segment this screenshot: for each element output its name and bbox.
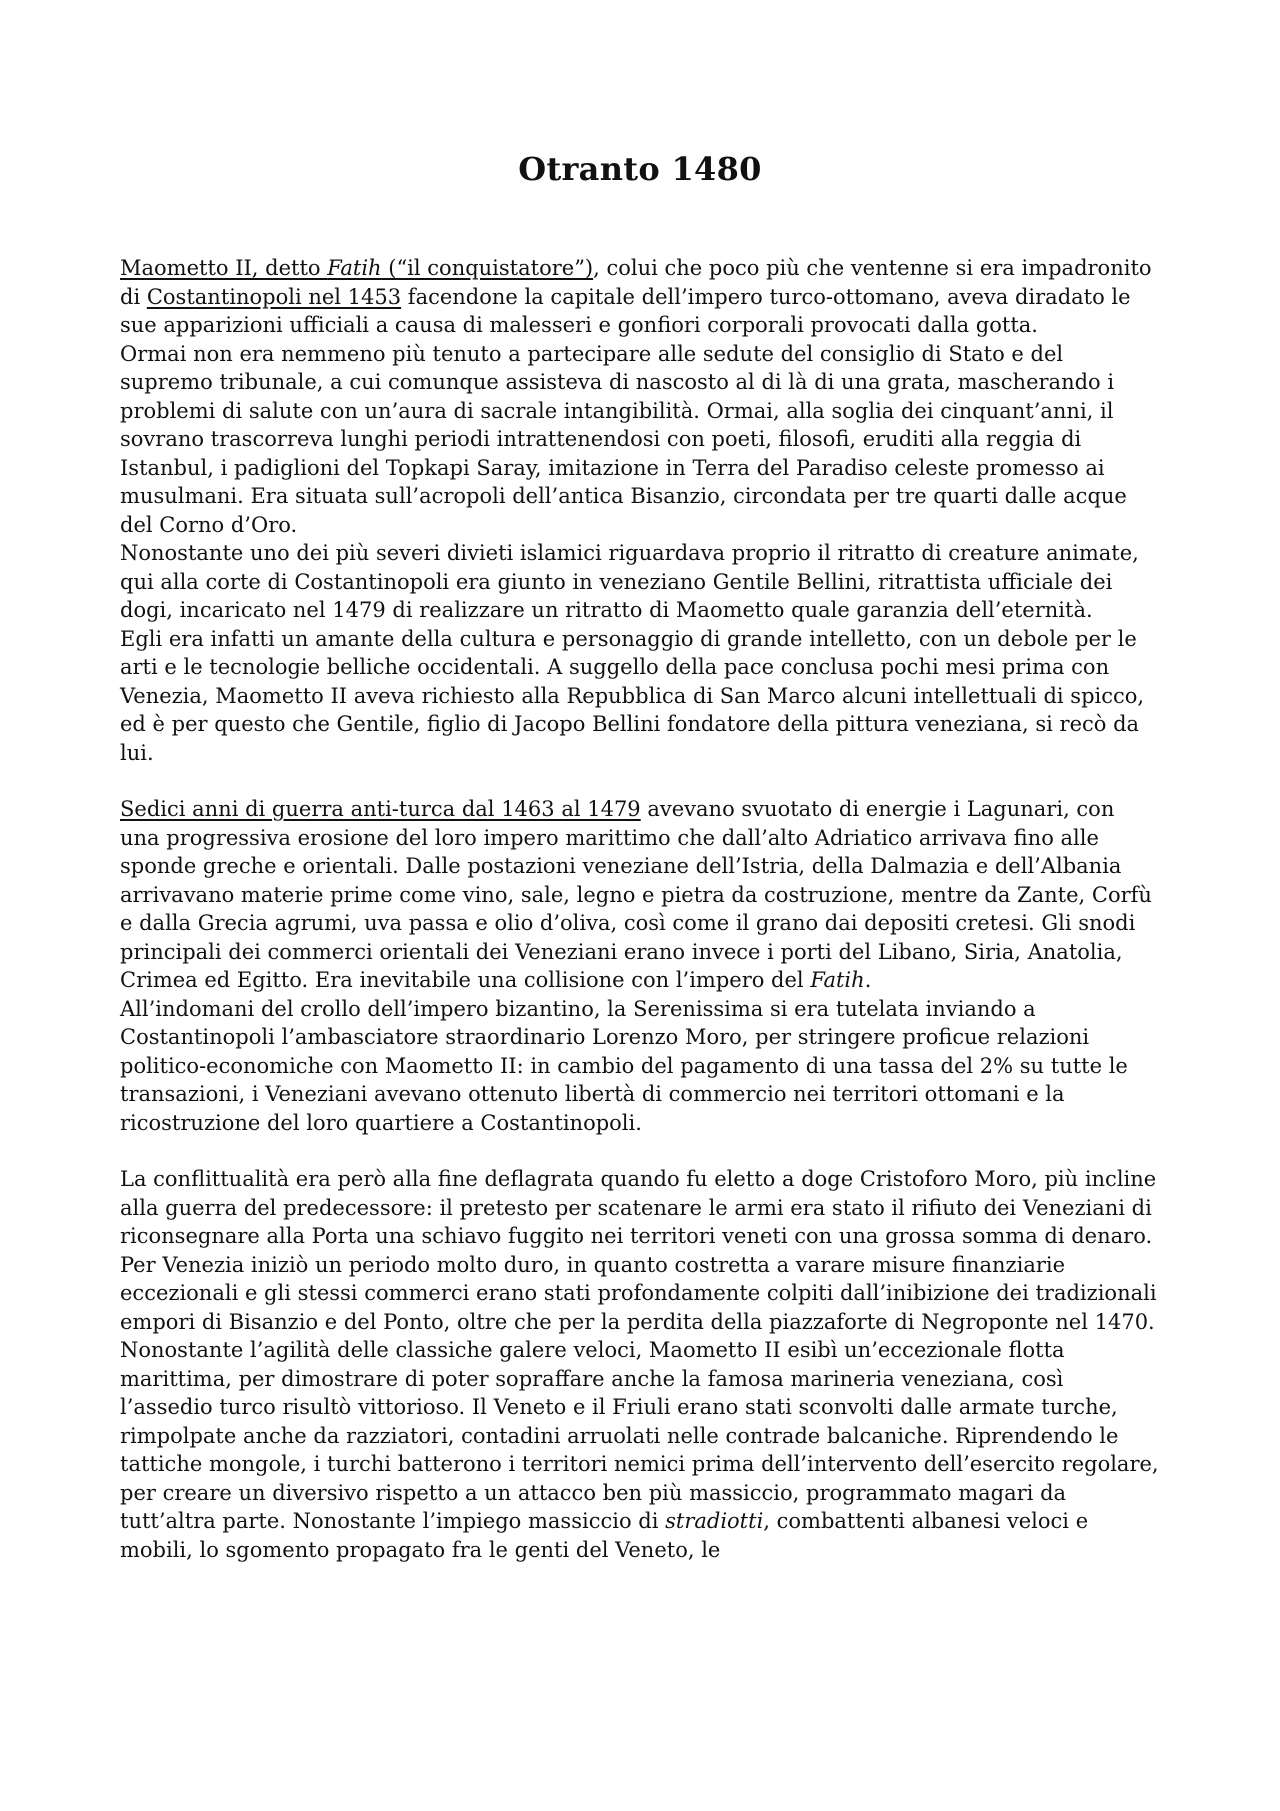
paragraph-3: Nonostante uno dei più severi divieti islamici riguardava proprio il ritratto di creature animate, qui alla corte di Costantinopoli era giunto in veneziano Gentile Bellini, ritrattista ufficiale dei dogi, incaricato nel 1479 di realizzare un ritratto di Maometto quale garanzia dell’eternità.: [120, 541, 1139, 622]
underlined-phrase: Sedici anni di guerra anti-turca dal 1463 al 1479: [120, 797, 641, 821]
paragraph-8: Nonostante l’agilità delle classiche galere veloci, Maometto II esibì un’eccezionale flotta marittima, per dimostrare di poter sopraffare anche la famosa marineria veneziana, così l’assedio turco risultò vittorioso. Il Veneto e il Friuli erano stati sconvolti dalle armate turche, rimpolpate anche da razziatori, contadini arruolati nelle contrade balcaniche. Riprendendo le tattiche mongole, i turchi batterono i territori nemici prima dell’intervento dell’esercito regolare, per creare un diversivo rispetto a un attacco ben più massiccio, programmato magari da tutt’altra parte. Nonostante l’impiego massiccio di stradiotti, combattenti albanesi veloci e mobili, lo sgomento propagato fra le genti del Veneto, le: [120, 1338, 1159, 1562]
italic-term: Fatih: [327, 256, 382, 280]
paragraph-7: La conflittualità era però alla fine deflagrata quando fu eletto a doge Cristoforo Moro, più incline alla guerra del predecessore: il pretesto per scatenare le armi era stato il rifiuto dei Veneziani di riconsegnare alla Porta una schiavo fuggito nei territori veneti con una grossa somma di denaro. Per Venezia iniziò un periodo molto duro, in quanto costretta a varare misure finanziarie eccezionali e gli stessi commerci erano stati profondamente colpiti dall’inibizione dei tradizionali empori di Bisanzio e del Ponto, oltre che per la perdita della piazzaforte di Negroponte nel 1470.: [120, 1167, 1157, 1334]
underlined-phrase: Maometto II, detto Fatih (“il conquistatore”): [120, 256, 594, 280]
paragraph-6: All’indomani del crollo dell’impero bizantino, la Serenissima si era tutelata inviando a Costantinopoli l’ambasciatore straordinario Lorenzo Moro, per stringere proficue relazioni politico-economiche con Maometto II: in cambio del pagamento di una tassa del 2% su tutte le transazioni, i Veneziani avevano ottenuto libertà di commercio nei territori ottomani e la ricostruzione del loro quartiere a Costantinopoli.: [120, 996, 1128, 1135]
underlined-phrase: Costantinopoli nel 1453: [146, 284, 402, 309]
paragraph-4: Egli era infatti un amante della cultura e personaggio di grande intelletto, con un debole per le arti e le tecnologie belliche occidentali. A suggello della pace conclusa pochi mesi prima con Venezia, Maometto II aveva richiesto alla Repubblica di San Marco alcuni intellettuali di spicco, ed è per questo che Gentile, figlio di Jacopo Bellini fondatore della pittura veneziana, si recò da lui.: [120, 626, 1145, 765]
paragraph-1: Maometto II, detto Fatih (“il conquistatore”), colui che poco più che ventenne si era impadronito di Costantinopoli nel 1453 facendone la capitale dell’impero turco-ottomano, aveva diradato le sue apparizioni ufficiali a causa di malesseri e gonfiori corporali provocati dalla gotta.: [120, 256, 1152, 337]
paragraph-2: Ormai non era nemmeno più tenuto a partecipare alle sedute del consiglio di Stato e del supremo tribunale, a cui comunque assisteva di nascosto al di là di una grata, mascherando i problemi di salute con un’aura di sacrale intangibilità. Ormai, alla soglia dei cinquant’anni, il sovrano trascorreva lunghi periodi intrattenendosi con poeti, filosofi, eruditi alla reggia di Istanbul, i padiglioni del Topkapi Saray, imitazione in Terra del Paradiso celeste promesso ai musulmani. Era situata sull’acropoli dell’antica Bisanzio, circondata per tre quarti dalle acque del Corno d’Oro.: [120, 341, 1127, 537]
page-title: Otranto 1480: [518, 150, 762, 188]
paragraph-5: Sedici anni di guerra anti-turca dal 1463 al 1479 avevano svuotato di energie i Lagunari, con una progressiva erosione del loro impero marittimo che dall’alto Adriatico arrivava fino alle sponde greche e orientali. Dalle postazioni veneziane dell’Istria, della Dalmazia e dell’Albania arrivavano materie prime come vino, sale, legno e pietra da costruzione, mentre da Zante, Corfù e dalla Grecia agrumi, uva passa e olio d’oliva, così come il grano dai depositi cretesi. Gli snodi principali dei commerci orientali dei Veneziani erano invece i porti del Libano, Siria, Anatolia, Crimea ed Egitto. Era inevitabile una collisione con l’impero del Fatih.: [120, 797, 1152, 992]
italic-term: Fatih: [810, 968, 865, 992]
italic-term: stradiotti: [665, 1509, 764, 1533]
